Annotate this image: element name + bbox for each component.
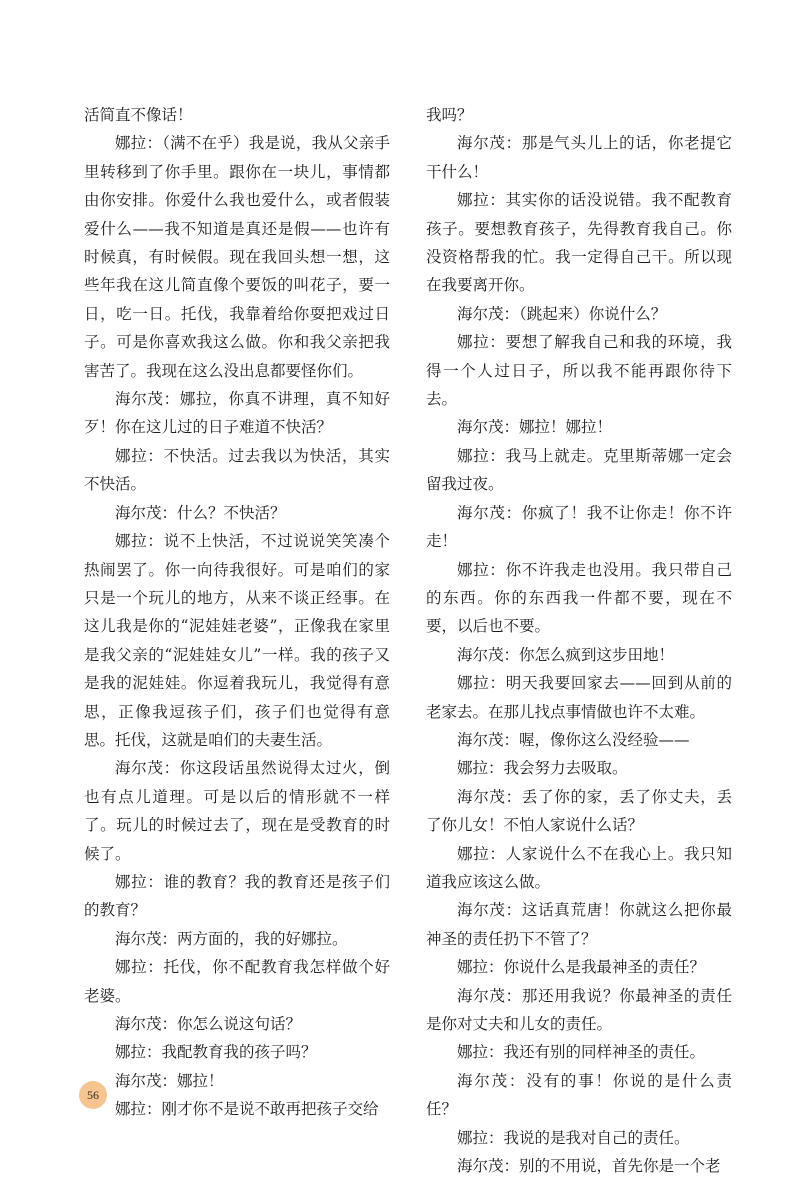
dialogue-line: 娜拉：其实你的话没说错。我不配教育孩子。要想教育孩子，先得教育我自己。你没资格帮我的忙。我一定得自己干。所以现在我要离开你。	[426, 191, 732, 295]
dialogue-line: 海尔茂：娜拉！	[115, 1071, 224, 1090]
dialogue-line: 海尔茂：你怎么疯到这步田地！	[457, 645, 675, 664]
dialogue-line: 娜拉：我还有别的同样神圣的责任。	[457, 1043, 706, 1062]
dialogue-line: 娜拉：明天我要回家去——回到从前的老家去。在那儿找点事情做也许不太难。	[426, 674, 732, 721]
dialogue-line: 娜拉：要想了解我自己和我的环境，我得一个人过日子，所以我不能再跟你待下去。	[426, 333, 732, 409]
dialogue-line: 海尔茂：别的不用说，首先你是一个老	[457, 1157, 721, 1176]
dialogue-line: 娜拉：说不上快活，不过说说笑笑凑个热闹罢了。你一向待我很好。可是咱们的家只是一个玩儿的地方，从来不谈正经事。在这儿我是你的“泥娃娃老婆”，正像我在家里是我父亲的“泥娃娃女儿”一样。我的孩子又是我的泥娃娃。你逗着我玩儿，我觉得有意思，正像我逗孩子们，孩子们也觉得有意思。托伐，这就是咱们的夫妻生活。	[84, 532, 390, 749]
dialogue-line: 海尔茂：娜拉！娜拉！	[457, 418, 613, 437]
dialogue-line: 海尔茂：喔，像你这么没经验——	[457, 730, 690, 749]
dialogue-line: 娜拉：我配教育我的孩子吗？	[115, 1043, 317, 1062]
left-column	[84, 101, 390, 1124]
dialogue-line: 娜拉：你说什么是我最神圣的责任？	[457, 958, 706, 977]
dialogue-line: 海尔茂：你疯了！我不让你走！你不许走！	[426, 503, 732, 551]
dialogue-line: 海尔茂：（跳起来）你说什么？	[457, 304, 667, 323]
dialogue-line: 海尔茂：你怎么说这句话？	[115, 1015, 302, 1033]
dialogue-line: 海尔茂：娜拉，你真不讲理，真不知好歹！你在这儿过的日子难道不快活？	[84, 390, 390, 437]
dialogue-line: 海尔茂：那还用我说？你最神圣的责任是你对丈夫和儿女的责任。	[426, 986, 732, 1033]
dialogue-line: 海尔茂：什么？不快活？	[115, 503, 286, 522]
dialogue-line: 海尔茂：那是气头儿上的话，你老提它干什么！	[426, 134, 732, 181]
dialogue-line: 娜拉：我说的是我对自己的责任。	[457, 1128, 690, 1147]
dialogue-line: 娜拉：你不许我走也没用。我只带自己的东西。你的东西我一件都不要，现在不要，以后也不要。	[426, 560, 732, 636]
dialogue-line: 娜拉：谁的教育？我的教育还是孩子们的教育？	[84, 872, 390, 920]
dialogue-line: 活简直不像话！	[84, 106, 193, 124]
dialogue-line: 海尔茂：这话真荒唐！你就这么把你最神圣的责任扔下不管了？	[426, 901, 732, 948]
dialogue-line: 娜拉：人家说什么不在我心上。我只知道我应该这么做。	[426, 844, 732, 891]
dialogue-line: 我吗？	[426, 106, 473, 124]
dialogue-line: 海尔茂：两方面的，我的好娜拉。	[115, 929, 348, 948]
dialogue-line: 娜拉：刚才你不是说不敢再把孩子交给	[115, 1100, 379, 1119]
page-number-badge: 56	[79, 1081, 107, 1109]
right-column	[426, 101, 732, 1180]
dialogue-line: 海尔茂：丢了你的家，丢了你丈夫，丢了你儿女！不怕人家说什么话？	[426, 787, 732, 835]
dialogue-line: 娜拉：我马上就走。克里斯蒂娜一定会留我过夜。	[426, 446, 732, 494]
dialogue-line: 娜拉：我会努力去吸取。	[457, 759, 628, 778]
dialogue-line: 娜拉：（满不在乎）我是说，我从父亲手里转移到了你手里。跟你在一块儿，事情都由你安排。你爱什么我也爱什么，或者假装爱什么——我不知道是真还是假——也许有时候真，有时候假。现在我回头想一想，这些年我在这儿简直像个要饭的叫花子，要一日，吃一日。托伐，我靠着给你耍把戏过日子。可是你喜欢我这么做。你和我父亲把我害苦了。我现在这么没出息都要怪你们。	[84, 134, 390, 380]
dialogue-line: 海尔茂：你这段话虽然说得太过火，倒也有点儿道理。可是以后的情形就不一样了。玩儿的时候过去了，现在是受教育的时候了。	[84, 759, 390, 863]
dialogue-line: 娜拉：托伐，你不配教育我怎样做个好老婆。	[84, 958, 390, 1005]
dialogue-line: 娜拉：不快活。过去我以为快活，其实不快活。	[84, 446, 390, 494]
dialogue-line: 海尔茂：没有的事！你说的是什么责任？	[426, 1071, 732, 1119]
